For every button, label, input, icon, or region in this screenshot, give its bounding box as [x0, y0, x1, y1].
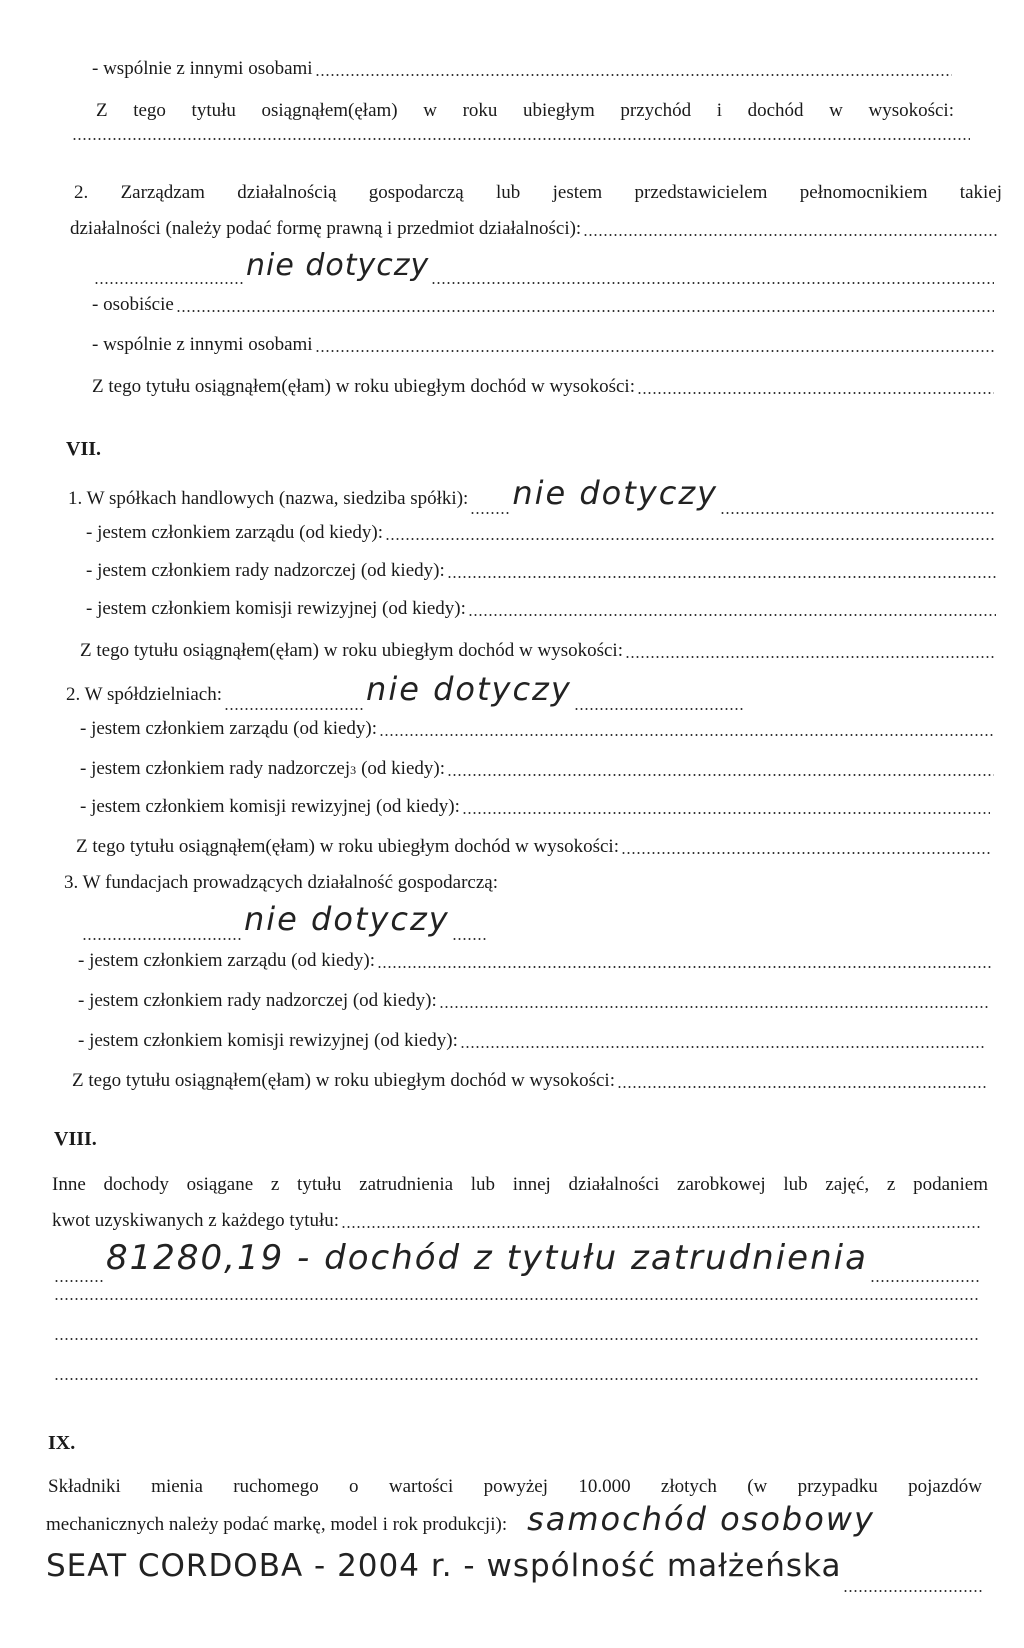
dotted-fill	[54, 1378, 980, 1380]
vii1-handwritten: nie dotyczy	[512, 474, 719, 512]
dotted-fill	[468, 614, 996, 616]
vii2-rady-tail: (od kiedy):	[361, 758, 445, 779]
vii3-handwritten: nie dotyczy	[244, 900, 450, 938]
section-viii-heading: VIII.	[54, 1128, 97, 1150]
viii-blank-line-3	[52, 1378, 982, 1384]
top-blank-line	[70, 138, 972, 144]
vii3-handwritten-line	[80, 900, 490, 944]
dotted-fill	[843, 1590, 984, 1592]
dotted-fill	[574, 708, 744, 710]
vii1-label-line	[68, 474, 998, 518]
vii2-z-tego-line	[76, 836, 992, 858]
vii3-komisji-text: - jestem członkiem komisji rewizyjnej (od kiedy):	[78, 1030, 458, 1051]
vi2-line2-text: działalności (należy podać formę prawną i przedmiot działalności):	[70, 218, 582, 239]
vii3-rady-line	[78, 990, 990, 1012]
section-ix-heading: IX.	[48, 1432, 76, 1454]
viii-blank-line-2	[52, 1338, 982, 1344]
dotted-fill	[54, 1338, 980, 1340]
vi2-z-tego-line	[92, 376, 996, 398]
vii2-label: 2. W spółdzielniach:	[66, 684, 223, 705]
vi2-wspolnie-line	[92, 334, 996, 356]
vii2-komisji-text: - jestem członkiem komisji rewizyjnej (od kiedy):	[80, 796, 460, 817]
viii-line2	[52, 1210, 984, 1232]
dotted-fill	[315, 350, 994, 352]
dotted-fill	[315, 74, 952, 76]
vi2-line2	[70, 218, 1000, 240]
dotted-fill	[82, 938, 242, 940]
vii2-z-tego-text: Z tego tytułu osiągnąłem(ęłam) w roku ubiegłym dochód w wysokości:	[76, 836, 619, 857]
vi2-osobiscie-line	[92, 294, 996, 316]
vii2-label-line	[66, 670, 746, 714]
viii-handwritten-line	[52, 1238, 982, 1286]
dotted-fill	[94, 282, 244, 284]
vii2-zarzadu-text: - jestem członkiem zarządu (od kiedy):	[80, 718, 378, 739]
ix-handwritten-2: SEAT CORDOBA - 2004 r. - wspólność małżeńska	[46, 1548, 842, 1584]
dotted-fill	[470, 512, 510, 514]
vii2-zarzadu-line	[80, 718, 996, 740]
ix-line1: Składniki mienia ruchomego o wartości powyżej 10.000 złotych (w przypadku pojazdów	[48, 1476, 982, 1497]
ix-handwritten-1: samochód osobowy	[527, 1500, 875, 1538]
vii3-zarzadu-text: - jestem członkiem zarządu (od kiedy):	[78, 950, 376, 971]
vii3-z-tego-line	[72, 1070, 988, 1092]
viii-blank-line-1	[52, 1298, 982, 1304]
dotted-fill	[439, 1006, 988, 1008]
dotted-fill	[379, 734, 994, 736]
dotted-fill	[617, 1086, 986, 1088]
vi2-line1: 2. Zarządzam działalnością gospodarczą lub jestem przedstawicielem pełnomocnikiem takiej	[74, 182, 1002, 203]
viii-line1: Inne dochody osiągane z tytułu zatrudnienia lub innej działalności zarobkowej lub zajęć, z podaniem	[52, 1174, 988, 1195]
dotted-fill	[447, 774, 994, 776]
dotted-fill	[447, 576, 996, 578]
ix-line2-text: mechanicznych należy podać markę, model i rok produkcji):	[46, 1514, 508, 1535]
dotted-fill	[431, 282, 994, 284]
dotted-fill	[621, 852, 990, 854]
vii2-rady-line	[80, 758, 996, 780]
vi2-handwritten: nie dotyczy	[246, 248, 430, 283]
dotted-fill	[452, 938, 488, 940]
vii1-label: 1. W spółkach handlowych (nazwa, siedziba spółki):	[68, 488, 469, 509]
top-wspolnie-line	[92, 58, 954, 80]
footnote-marker: 3	[350, 763, 357, 777]
dotted-fill	[625, 656, 996, 658]
vii1-rady-line	[86, 560, 998, 582]
dotted-fill	[54, 1298, 980, 1300]
vi2-handwritten-line	[92, 248, 996, 288]
ix-line2	[46, 1500, 986, 1544]
dotted-fill	[720, 512, 996, 514]
dotted-fill	[72, 138, 970, 140]
vii2-handwritten: nie dotyczy	[366, 670, 572, 708]
vii1-komisji-line	[86, 598, 998, 620]
viii-handwritten: 81280,19 - dochód z tytułu zatrudnienia	[106, 1238, 868, 1278]
vii1-z-tego-line	[80, 640, 998, 662]
vii3-komisji-line	[78, 1030, 986, 1052]
vii2-rady-text: - jestem członkiem rady nadzorczej	[80, 758, 351, 779]
dotted-fill	[637, 392, 994, 394]
vii1-z-tego-text: Z tego tytułu osiągnąłem(ęłam) w roku ubiegłym dochód w wysokości:	[80, 640, 623, 661]
vii3-rady-text: - jestem członkiem rady nadzorczej (od kiedy):	[78, 990, 437, 1011]
dotted-fill	[870, 1280, 980, 1282]
vii2-komisji-line	[80, 796, 992, 818]
dotted-fill	[377, 966, 992, 968]
top-z-tego-przychod: Z tego tytułu osiągnąłem(ęłam) w roku ubiegłym przychód i dochód w wysokości:	[96, 100, 954, 121]
dotted-fill	[54, 1280, 104, 1282]
dotted-fill	[224, 708, 364, 710]
vi2-osobiscie-text: - osobiście	[92, 294, 174, 315]
vii3-z-tego-text: Z tego tytułu osiągnąłem(ęłam) w roku ubiegłym dochód w wysokości:	[72, 1070, 615, 1091]
dotted-fill	[341, 1226, 982, 1228]
ix-handwritten-line	[46, 1548, 986, 1596]
vii1-zarzadu-line	[86, 522, 998, 544]
section-vii-heading: VII.	[66, 438, 102, 460]
vii1-zarzadu-text: - jestem członkiem zarządu (od kiedy):	[86, 522, 384, 543]
vi2-wspolnie-text: - wspólnie z innymi osobami	[92, 334, 313, 355]
vii3-label-line	[64, 872, 764, 894]
vii3-label: 3. W fundacjach prowadzących działalność gospodarczą:	[64, 872, 498, 893]
vi2-z-tego-text: Z tego tytułu osiągnąłem(ęłam) w roku ubiegłym dochód w wysokości:	[92, 376, 635, 397]
dotted-fill	[385, 538, 996, 540]
vii3-zarzadu-line	[78, 950, 994, 972]
top-wspolnie-text: - wspólnie z innymi osobami	[92, 58, 313, 79]
dotted-fill	[462, 812, 990, 814]
vii1-komisji-text: - jestem członkiem komisji rewizyjnej (od kiedy):	[86, 598, 466, 619]
dotted-fill	[460, 1046, 984, 1048]
dotted-fill	[176, 310, 994, 312]
dotted-fill	[583, 234, 998, 236]
viii-line2-text: kwot uzyskiwanych z każdego tytułu:	[52, 1210, 340, 1231]
vii1-rady-text: - jestem członkiem rady nadzorczej (od kiedy):	[86, 560, 445, 581]
